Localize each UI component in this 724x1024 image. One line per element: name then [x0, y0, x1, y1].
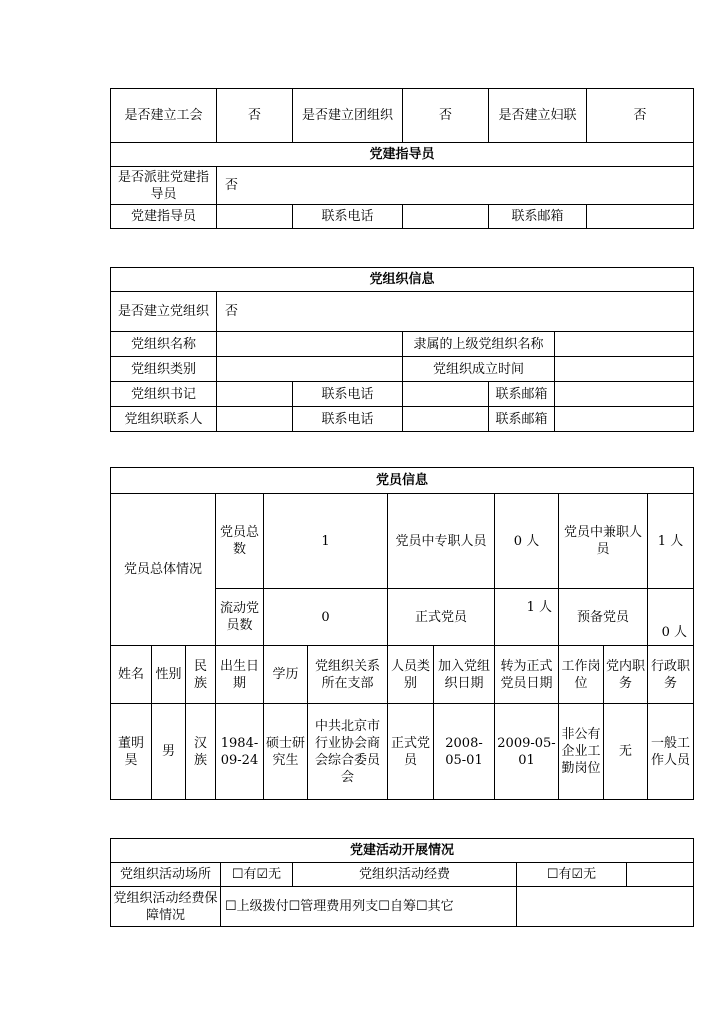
members-fulltime-label: 党员中专职人员 — [388, 494, 495, 589]
women-label: 是否建立妇联 — [489, 89, 587, 143]
header-ethnicity: 民族 — [186, 646, 216, 704]
cell-gender: 男 — [152, 704, 186, 800]
members-floating-value: 0 — [264, 589, 388, 646]
cell-join-date: 2008-05-01 — [434, 704, 495, 800]
header-birthdate: 出生日期 — [216, 646, 264, 704]
cell-party-post: 无 — [604, 704, 648, 800]
instructor-dispatched-value: 否 — [217, 167, 694, 205]
org-name-label: 党组织名称 — [111, 332, 217, 357]
members-probation-value: 0 人 — [648, 589, 694, 646]
activity-funds-label: 党组织活动经费 — [293, 863, 517, 887]
org-title: 党组织信息 — [111, 268, 694, 292]
org-contact-label: 党组织联系人 — [111, 407, 217, 432]
org-contact-value — [217, 407, 293, 432]
org-table — [110, 267, 694, 432]
cell-branch: 中共北京市行业协会商会综合委员会 — [308, 704, 388, 800]
members-total-value: 1 — [264, 494, 388, 589]
members-title: 党员信息 — [111, 468, 694, 494]
cell-job: 非公有企业工勤岗位 — [559, 704, 604, 800]
members-floating-label: 流动党员数 — [216, 589, 264, 646]
activity-title: 党建活动开展情况 — [111, 839, 694, 863]
header-formal-date: 转为正式党员日期 — [495, 646, 559, 704]
activity-guarantee-value[interactable]: ☐上级拨付☐管理费用列支☐自筹☐其它 — [221, 887, 517, 927]
cell-education: 硕士研究生 — [264, 704, 308, 800]
org-secretary-phone-label: 联系电话 — [293, 382, 403, 407]
league-value: 否 — [403, 89, 489, 143]
instructor-email-value — [587, 205, 694, 229]
org-contact-phone-value — [403, 407, 489, 432]
instructor-phone-value — [403, 205, 489, 229]
cell-category: 正式党员 — [388, 704, 434, 800]
activity-table — [110, 838, 694, 927]
instructor-dispatched-label: 是否派驻党建指导员 — [111, 167, 217, 205]
header-branch: 党组织关系所在支部 — [308, 646, 388, 704]
org-parent-label: 隶属的上级党组织名称 — [403, 332, 555, 357]
instructor-phone-label: 联系电话 — [293, 205, 403, 229]
members-parttime-label: 党员中兼职人员 — [559, 494, 648, 589]
org-founded-value — [555, 357, 694, 382]
org-secretary-label: 党组织书记 — [111, 382, 217, 407]
women-value: 否 — [587, 89, 694, 143]
org-name-value — [217, 332, 403, 357]
members-probation-label: 预备党员 — [559, 589, 648, 646]
org-contact-email-value — [555, 407, 694, 432]
header-category: 人员类别 — [388, 646, 434, 704]
activity-funds-extra — [627, 863, 694, 887]
league-label: 是否建立团组织 — [293, 89, 403, 143]
members-fulltime-value: 0 人 — [495, 494, 559, 589]
instructor-email-label: 联系邮箱 — [489, 205, 587, 229]
activity-venue-value[interactable]: ☐有☑无 — [221, 863, 293, 887]
header-education: 学历 — [264, 646, 308, 704]
members-overview-label: 党员总体情况 — [111, 494, 216, 646]
org-secretary-value — [217, 382, 293, 407]
header-gender: 性别 — [152, 646, 186, 704]
header-party-post: 党内职务 — [604, 646, 648, 704]
instructor-title: 党建指导员 — [111, 143, 694, 167]
union-label: 是否建立工会 — [111, 89, 217, 143]
activity-venue-label: 党组织活动场所 — [111, 863, 221, 887]
table-row — [111, 704, 694, 800]
org-type-label: 党组织类别 — [111, 357, 217, 382]
header-name: 姓名 — [111, 646, 152, 704]
cell-admin-post: 一般工作人员 — [648, 704, 694, 800]
org-secretary-email-value — [555, 382, 694, 407]
org-secretary-phone-value — [403, 382, 489, 407]
org-established-value: 否 — [217, 292, 694, 332]
cell-ethnicity: 汉族 — [186, 704, 216, 800]
org-parent-value — [555, 332, 694, 357]
org-secretary-email-label: 联系邮箱 — [489, 382, 555, 407]
org-founded-label: 党组织成立时间 — [403, 357, 555, 382]
cell-formal-date: 2009-05-01 — [495, 704, 559, 800]
union-value: 否 — [217, 89, 293, 143]
members-header-row — [111, 646, 694, 704]
members-formal-value: 1 人 — [495, 589, 559, 646]
org-contact-phone-label: 联系电话 — [293, 407, 403, 432]
org-established-label: 是否建立党组织 — [111, 292, 217, 332]
cell-name: 董明昊 — [111, 704, 152, 800]
members-total-label: 党员总数 — [216, 494, 264, 589]
members-formal-label: 正式党员 — [388, 589, 495, 646]
instructor-name-label: 党建指导员 — [111, 205, 217, 229]
members-table — [110, 467, 694, 800]
activity-guarantee-label: 党组织活动经费保障情况 — [111, 887, 221, 927]
union-instructor-table — [110, 88, 694, 229]
org-contact-email-label: 联系邮箱 — [489, 407, 555, 432]
org-type-value — [217, 357, 403, 382]
activity-funds-value[interactable]: ☐有☑无 — [517, 863, 627, 887]
instructor-name-value — [217, 205, 293, 229]
activity-guarantee-extra — [517, 887, 694, 927]
cell-birthdate: 1984-09-24 — [216, 704, 264, 800]
header-job: 工作岗位 — [559, 646, 604, 704]
members-parttime-value: 1 人 — [648, 494, 694, 589]
header-admin-post: 行政职务 — [648, 646, 694, 704]
header-join-date: 加入党组织日期 — [434, 646, 495, 704]
